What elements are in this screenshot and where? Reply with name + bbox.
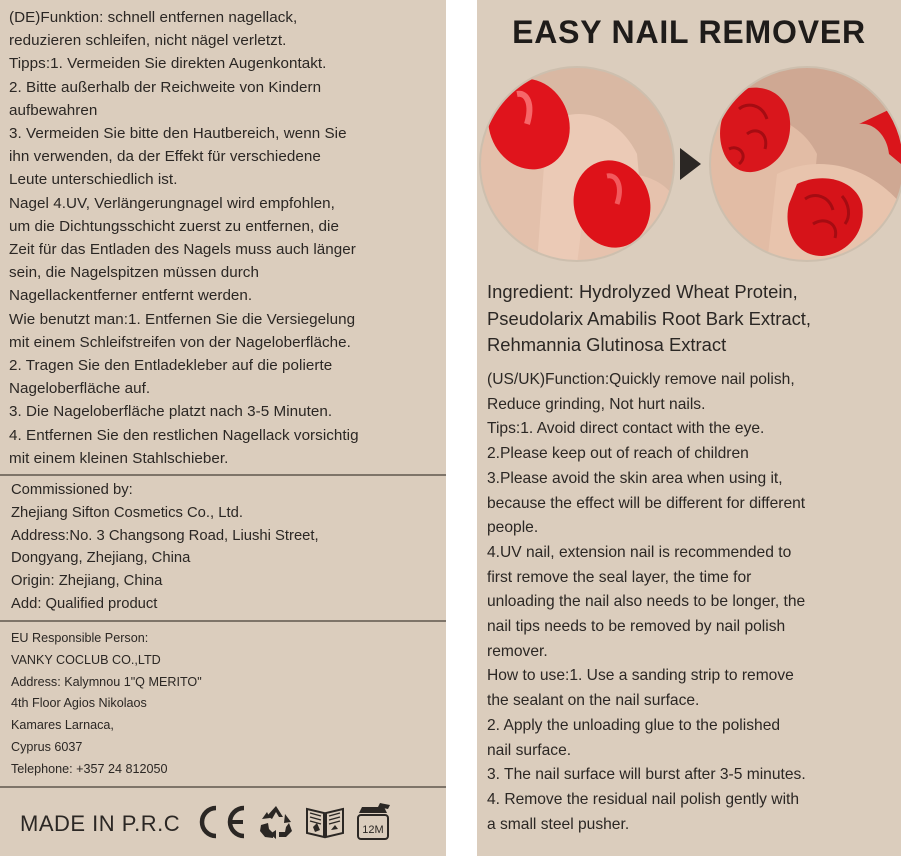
ingredient-text-line: Ingredient: Hydrolyzed Wheat Protein, — [487, 281, 798, 302]
english-text-line: 4.UV nail, extension nail is recommended to — [487, 543, 792, 561]
german-instructions — [9, 0, 446, 470]
product-title: EASY NAIL REMOVER — [512, 14, 866, 50]
english-text-line: nail surface. — [487, 741, 572, 759]
english-text-line: people. — [487, 519, 539, 537]
german-text-line: 4. Entfernen Sie den restlichen Nagellack vorsichtig — [9, 426, 359, 444]
german-text-line: ihn verwenden, da der Effekt für verschiedene — [9, 148, 321, 166]
left-label-panel — [0, 0, 446, 856]
section-divider — [0, 474, 446, 476]
german-text-line: 3. Vermeiden Sie bitte den Hautbereich, wenn Sie — [9, 125, 347, 143]
ingredient-text-line: Pseudolarix Amabilis Root Bark Extract, — [487, 307, 812, 329]
section-divider — [0, 620, 446, 622]
english-instructions — [487, 368, 806, 837]
english-text-line: 3.Please avoid the skin area when using it, — [487, 469, 783, 487]
german-text-line: reduzieren schleifen, nicht nägel verletzt. — [9, 32, 287, 50]
ingredient-list — [487, 279, 811, 359]
english-text-line: remover. — [487, 642, 548, 660]
ce-mark-icon — [194, 804, 248, 845]
english-text-line: 3. The nail surface will burst after 3-5 minutes. — [487, 766, 806, 784]
pao-label: 12M — [362, 823, 384, 836]
made-in-label: MADE IN P.R.C — [20, 811, 181, 836]
english-text-line: How to use:1. Use a sanding strip to remove — [487, 667, 794, 685]
eu-text-line: EU Responsible Person: — [11, 631, 149, 645]
eu-text-line: Telephone: +357 24 812050 — [11, 761, 168, 776]
german-text-line: sein, die Nagelspitzen müssen durch — [9, 264, 259, 282]
english-text-line: Tips:1. Avoid direct contact with the eye. — [487, 420, 765, 438]
english-text-line: first remove the seal layer, the time for — [487, 568, 752, 586]
eu-text-line: 4th Floor Agios Nikolaos — [11, 696, 147, 711]
before-after-photos — [477, 64, 901, 264]
eu-text-line: Address: Kalymnou 1"Q MERITO" — [11, 674, 202, 689]
german-text-line: mit einem kleinen Stahlschieber. — [9, 449, 229, 467]
section-divider — [0, 786, 446, 788]
recycle-icon — [256, 803, 296, 846]
german-text-line: aufbewahren — [9, 101, 98, 119]
ingredient-text-line: Rehmannia Glutinosa Extract — [487, 334, 727, 356]
english-text-line: 4. Remove the residual nail polish gently with — [487, 790, 800, 808]
origin-and-certifications — [20, 796, 400, 852]
eu-responsible-info — [11, 628, 202, 781]
eu-text-line: VANKY COCLUB CO.,LTD — [11, 652, 161, 667]
commissioned-info — [11, 479, 319, 616]
english-text-line: the sealant on the nail surface. — [487, 692, 700, 710]
german-text-line: Leute unterschiedlich ist. — [9, 171, 178, 189]
german-text-line: 2. Bitte außerhalb der Reichweite von Kindern — [9, 78, 322, 96]
eu-text-line: Cyprus 6037 — [11, 739, 83, 754]
english-text-line: 2. Apply the unloading glue to the polished — [487, 716, 781, 734]
english-text-line: a small steel pusher. — [487, 815, 630, 833]
english-text-line: nail tips needs to be removed by nail polish — [487, 618, 786, 636]
english-text-line: because the effect will be different for different — [487, 494, 806, 512]
after-nails-photo — [707, 64, 901, 264]
german-text-line: 2. Tragen Sie den Entladekleber auf die polierte — [9, 357, 333, 375]
german-text-line: Wie benutzt man:1. Entfernen Sie die Versiegelung — [9, 310, 356, 328]
german-text-line: Tipps:1. Vermeiden Sie direkten Augenkontakt. — [9, 55, 327, 73]
commissioned-text-line: Zhejiang Sifton Cosmetics Co., Ltd. — [11, 504, 243, 521]
german-text-line: 3. Die Nageloberfläche platzt nach 3-5 Minuten. — [9, 403, 333, 421]
book-icon — [304, 803, 346, 846]
german-text-line: (DE)Funktion: schnell entfernen nagellack, — [9, 9, 298, 26]
before-nails-photo — [477, 64, 677, 264]
arrow-right-icon — [680, 148, 701, 180]
german-text-line: Zeit für das Entladen des Nagels muss auch länger — [9, 241, 356, 259]
german-text-line: Nageloberfläche auf. — [9, 380, 151, 398]
commissioned-text-line: Dongyang, Zhejiang, China — [11, 550, 191, 567]
english-text-line: (US/UK)Function:Quickly remove nail polish, — [487, 371, 795, 388]
commissioned-text-line: Origin: Zhejiang, China — [11, 573, 163, 590]
english-text-line: unloading the nail also needs to be longer, the — [487, 593, 806, 611]
commissioned-text-line: Address:No. 3 Changsong Road, Liushi Street, — [11, 527, 319, 544]
commissioned-text-line: Add: Qualified product — [11, 595, 158, 612]
german-text-line: Nagel 4.UV, Verlängerungnagel wird empfohlen, — [9, 194, 335, 212]
pao-jar-icon — [354, 801, 392, 848]
english-text-line: 2.Please keep out of reach of children — [487, 445, 749, 463]
english-text-line: Reduce grinding, Not hurt nails. — [487, 395, 706, 413]
commissioned-text-line: Commissioned by: — [11, 482, 133, 498]
german-text-line: mit einem Schleifstreifen von der Nageloberfläche. — [9, 333, 351, 351]
right-label-panel — [477, 0, 901, 856]
eu-text-line: Kamares Larnaca, — [11, 718, 114, 733]
german-text-line: um die Dichtungsschicht zuerst zu entfernen, die — [9, 217, 339, 235]
german-text-line: Nagellackentferner entfernt werden. — [9, 287, 253, 305]
